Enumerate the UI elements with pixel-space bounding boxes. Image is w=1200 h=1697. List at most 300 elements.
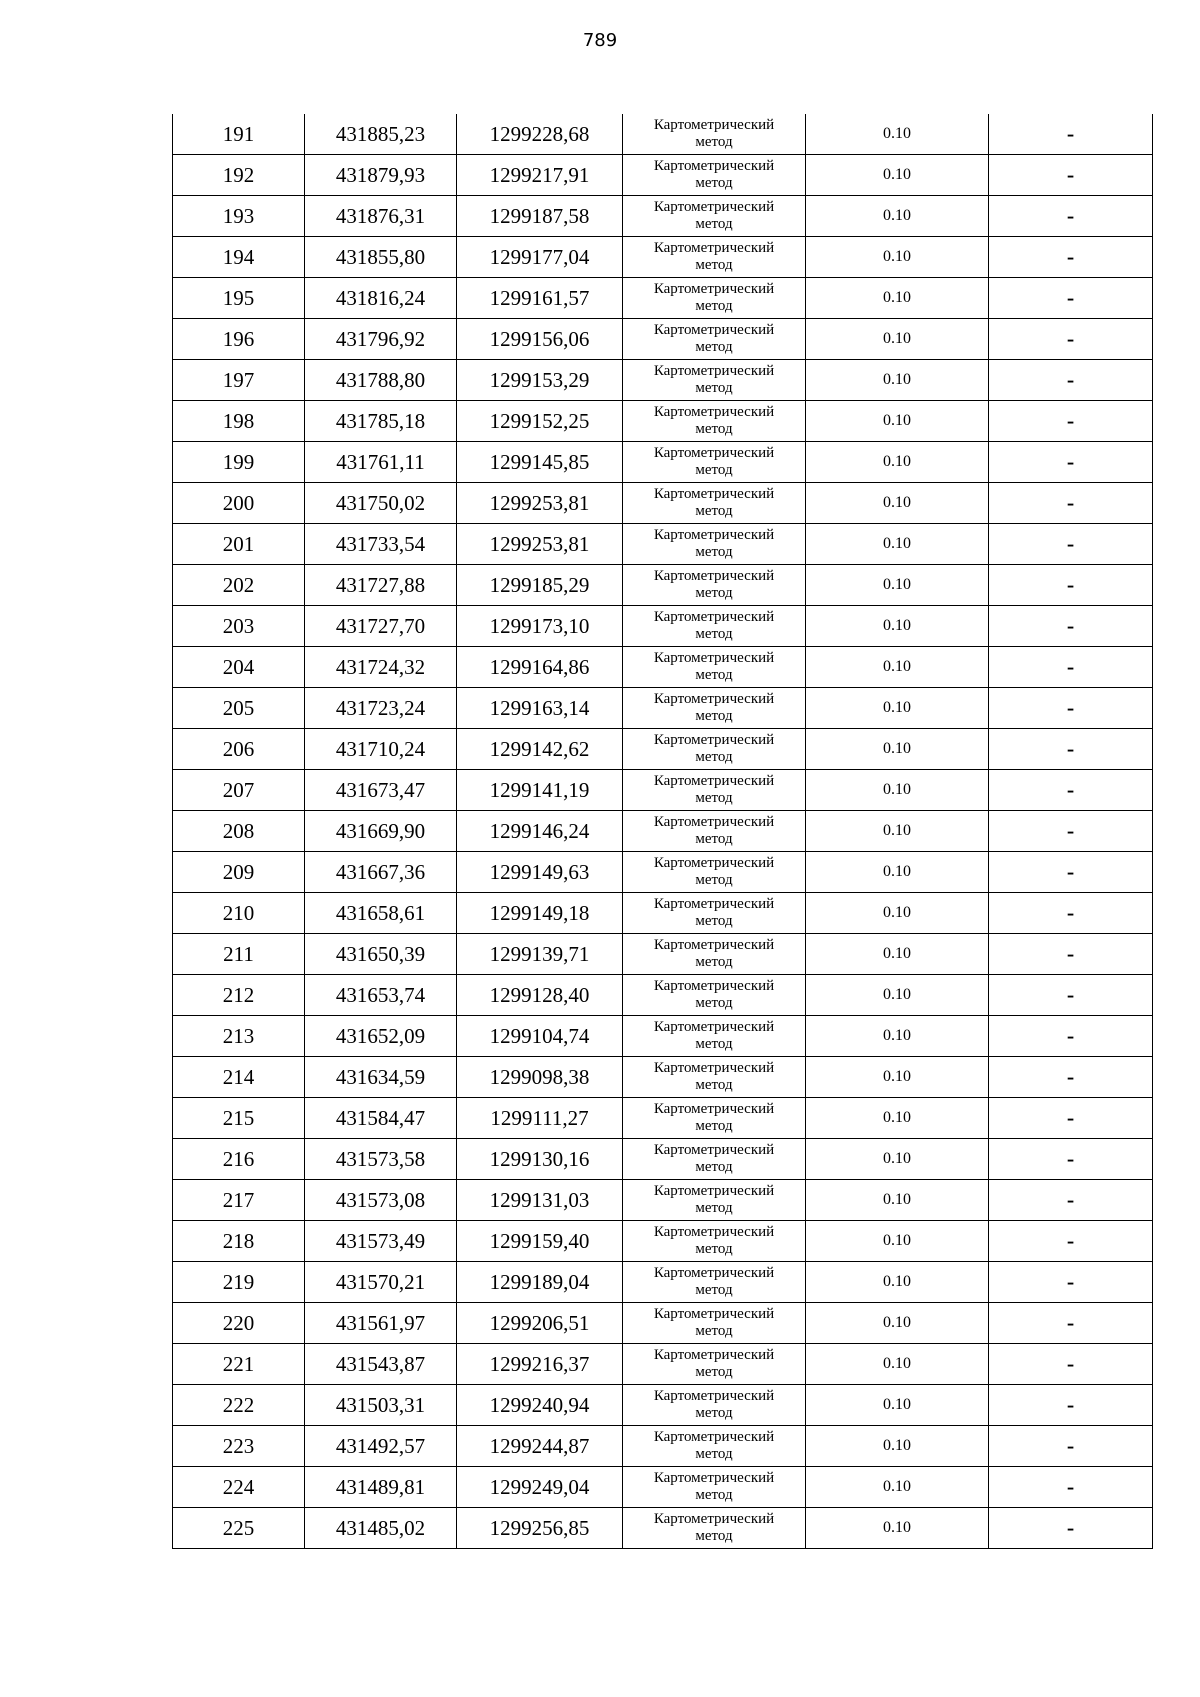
point-number-cell: 192 <box>173 155 305 196</box>
point-number-cell: 213 <box>173 1016 305 1057</box>
method-cell <box>623 1180 806 1221</box>
table-row <box>173 606 1153 647</box>
method-line-1: Картометрический <box>653 691 775 707</box>
method-cell <box>623 1057 806 1098</box>
y-coordinate-cell: 1299141,19 <box>457 770 623 811</box>
method-line-2: метод <box>695 1405 733 1421</box>
y-coordinate-cell: 1299104,74 <box>457 1016 623 1057</box>
method-line-2: метод <box>695 831 733 847</box>
point-number-cell: 194 <box>173 237 305 278</box>
method-line-1: Картометрический <box>653 404 775 420</box>
table-row <box>173 114 1153 155</box>
accuracy-cell: 0.10 <box>806 237 989 278</box>
x-coordinate-cell: 431761,11 <box>305 442 457 483</box>
accuracy-cell: 0.10 <box>806 114 989 155</box>
note-cell: - <box>989 1344 1153 1385</box>
y-coordinate-cell: 1299240,94 <box>457 1385 623 1426</box>
method-line-2: метод <box>695 954 733 970</box>
accuracy-cell: 0.10 <box>806 442 989 483</box>
x-coordinate-cell: 431855,80 <box>305 237 457 278</box>
y-coordinate-cell: 1299206,51 <box>457 1303 623 1344</box>
accuracy-cell: 0.10 <box>806 811 989 852</box>
point-number-cell: 214 <box>173 1057 305 1098</box>
y-coordinate-cell: 1299189,04 <box>457 1262 623 1303</box>
point-number-cell: 217 <box>173 1180 305 1221</box>
x-coordinate-cell: 431727,88 <box>305 565 457 606</box>
method-cell <box>623 1221 806 1262</box>
method-line-2: метод <box>695 667 733 683</box>
point-number-cell: 220 <box>173 1303 305 1344</box>
point-number-cell: 215 <box>173 1098 305 1139</box>
accuracy-cell: 0.10 <box>806 155 989 196</box>
method-line-1: Картометрический <box>653 937 775 953</box>
method-line-1: Картометрический <box>653 773 775 789</box>
table-row <box>173 1508 1153 1549</box>
note-cell: - <box>989 360 1153 401</box>
accuracy-cell: 0.10 <box>806 606 989 647</box>
table-row <box>173 770 1153 811</box>
table-row <box>173 401 1153 442</box>
accuracy-cell: 0.10 <box>806 319 989 360</box>
x-coordinate-cell: 431658,61 <box>305 893 457 934</box>
method-line-2: метод <box>695 872 733 888</box>
method-cell <box>623 1467 806 1508</box>
method-line-2: метод <box>695 1036 733 1052</box>
point-number-cell: 222 <box>173 1385 305 1426</box>
point-number-cell: 208 <box>173 811 305 852</box>
y-coordinate-cell: 1299159,40 <box>457 1221 623 1262</box>
y-coordinate-cell: 1299185,29 <box>457 565 623 606</box>
method-line-1: Картометрический <box>653 855 775 871</box>
x-coordinate-cell: 431652,09 <box>305 1016 457 1057</box>
x-coordinate-cell: 431669,90 <box>305 811 457 852</box>
table-row <box>173 1139 1153 1180</box>
method-cell <box>623 237 806 278</box>
y-coordinate-cell: 1299139,71 <box>457 934 623 975</box>
method-line-2: метод <box>695 1323 733 1339</box>
point-number-cell: 218 <box>173 1221 305 1262</box>
x-coordinate-cell: 431816,24 <box>305 278 457 319</box>
table-row <box>173 1344 1153 1385</box>
method-cell <box>623 1016 806 1057</box>
method-cell <box>623 196 806 237</box>
accuracy-cell: 0.10 <box>806 729 989 770</box>
y-coordinate-cell: 1299217,91 <box>457 155 623 196</box>
method-line-1: Картометрический <box>653 609 775 625</box>
y-coordinate-cell: 1299142,62 <box>457 729 623 770</box>
method-line-2: метод <box>695 380 733 396</box>
method-line-1: Картометрический <box>653 1224 775 1240</box>
x-coordinate-cell: 431485,02 <box>305 1508 457 1549</box>
method-line-2: метод <box>695 626 733 642</box>
x-coordinate-cell: 431733,54 <box>305 524 457 565</box>
note-cell: - <box>989 1303 1153 1344</box>
table-row <box>173 483 1153 524</box>
point-number-cell: 193 <box>173 196 305 237</box>
note-cell: - <box>989 1385 1153 1426</box>
note-cell: - <box>989 852 1153 893</box>
method-line-1: Картометрический <box>653 1388 775 1404</box>
note-cell: - <box>989 1098 1153 1139</box>
y-coordinate-cell: 1299256,85 <box>457 1508 623 1549</box>
table-row <box>173 688 1153 729</box>
accuracy-cell: 0.10 <box>806 688 989 729</box>
y-coordinate-cell: 1299161,57 <box>457 278 623 319</box>
method-line-1: Картометрический <box>653 240 775 256</box>
accuracy-cell: 0.10 <box>806 1385 989 1426</box>
method-line-1: Картометрический <box>653 896 775 912</box>
method-line-2: метод <box>695 462 733 478</box>
point-number-cell: 197 <box>173 360 305 401</box>
method-line-2: метод <box>695 339 733 355</box>
y-coordinate-cell: 1299128,40 <box>457 975 623 1016</box>
y-coordinate-cell: 1299098,38 <box>457 1057 623 1098</box>
method-cell <box>623 975 806 1016</box>
method-line-2: метод <box>695 544 733 560</box>
y-coordinate-cell: 1299164,86 <box>457 647 623 688</box>
table-row <box>173 524 1153 565</box>
table-row <box>173 1385 1153 1426</box>
table-row <box>173 1262 1153 1303</box>
y-coordinate-cell: 1299146,24 <box>457 811 623 852</box>
method-cell <box>623 647 806 688</box>
point-number-cell: 205 <box>173 688 305 729</box>
method-line-1: Картометрический <box>653 527 775 543</box>
accuracy-cell: 0.10 <box>806 852 989 893</box>
accuracy-cell: 0.10 <box>806 1016 989 1057</box>
point-number-cell: 223 <box>173 1426 305 1467</box>
point-number-cell: 204 <box>173 647 305 688</box>
note-cell: - <box>989 483 1153 524</box>
table-row <box>173 1057 1153 1098</box>
method-line-2: метод <box>695 1241 733 1257</box>
x-coordinate-cell: 431667,36 <box>305 852 457 893</box>
note-cell: - <box>989 606 1153 647</box>
method-cell <box>623 934 806 975</box>
note-cell: - <box>989 1016 1153 1057</box>
x-coordinate-cell: 431503,31 <box>305 1385 457 1426</box>
table-row <box>173 852 1153 893</box>
method-line-1: Картометрический <box>653 732 775 748</box>
method-cell <box>623 729 806 770</box>
y-coordinate-cell: 1299153,29 <box>457 360 623 401</box>
method-line-1: Картометрический <box>653 445 775 461</box>
method-line-1: Картометрический <box>653 117 775 133</box>
method-line-1: Картометрический <box>653 1347 775 1363</box>
note-cell: - <box>989 278 1153 319</box>
x-coordinate-cell: 431727,70 <box>305 606 457 647</box>
y-coordinate-cell: 1299131,03 <box>457 1180 623 1221</box>
method-cell <box>623 770 806 811</box>
method-line-2: метод <box>695 585 733 601</box>
x-coordinate-cell: 431573,58 <box>305 1139 457 1180</box>
accuracy-cell: 0.10 <box>806 1057 989 1098</box>
x-coordinate-cell: 431710,24 <box>305 729 457 770</box>
method-cell <box>623 483 806 524</box>
note-cell: - <box>989 647 1153 688</box>
method-line-1: Картометрический <box>653 363 775 379</box>
note-cell: - <box>989 319 1153 360</box>
x-coordinate-cell: 431492,57 <box>305 1426 457 1467</box>
note-cell: - <box>989 893 1153 934</box>
method-line-2: метод <box>695 421 733 437</box>
x-coordinate-cell: 431673,47 <box>305 770 457 811</box>
accuracy-cell: 0.10 <box>806 524 989 565</box>
method-cell <box>623 155 806 196</box>
table-row <box>173 1098 1153 1139</box>
y-coordinate-cell: 1299163,14 <box>457 688 623 729</box>
method-line-1: Картометрический <box>653 1306 775 1322</box>
y-coordinate-cell: 1299249,04 <box>457 1467 623 1508</box>
note-cell: - <box>989 524 1153 565</box>
method-line-1: Картометрический <box>653 978 775 994</box>
table-row <box>173 1221 1153 1262</box>
accuracy-cell: 0.10 <box>806 196 989 237</box>
method-line-2: метод <box>695 790 733 806</box>
method-line-2: метод <box>695 134 733 150</box>
note-cell: - <box>989 729 1153 770</box>
method-line-2: метод <box>695 1487 733 1503</box>
point-number-cell: 203 <box>173 606 305 647</box>
y-coordinate-cell: 1299156,06 <box>457 319 623 360</box>
method-cell <box>623 1426 806 1467</box>
table-row <box>173 442 1153 483</box>
y-coordinate-cell: 1299111,27 <box>457 1098 623 1139</box>
method-cell <box>623 1303 806 1344</box>
method-line-2: метод <box>695 1282 733 1298</box>
note-cell: - <box>989 442 1153 483</box>
y-coordinate-cell: 1299149,63 <box>457 852 623 893</box>
x-coordinate-cell: 431543,87 <box>305 1344 457 1385</box>
point-number-cell: 195 <box>173 278 305 319</box>
accuracy-cell: 0.10 <box>806 1467 989 1508</box>
table-row <box>173 1016 1153 1057</box>
x-coordinate-cell: 431653,74 <box>305 975 457 1016</box>
note-cell: - <box>989 1426 1153 1467</box>
method-line-2: метод <box>695 1364 733 1380</box>
method-line-2: метод <box>695 257 733 273</box>
method-line-1: Картометрический <box>653 281 775 297</box>
accuracy-cell: 0.10 <box>806 1139 989 1180</box>
y-coordinate-cell: 1299187,58 <box>457 196 623 237</box>
method-line-2: метод <box>695 708 733 724</box>
y-coordinate-cell: 1299130,16 <box>457 1139 623 1180</box>
point-number-cell: 198 <box>173 401 305 442</box>
method-line-2: метод <box>695 995 733 1011</box>
note-cell: - <box>989 1221 1153 1262</box>
table-row <box>173 565 1153 606</box>
x-coordinate-cell: 431584,47 <box>305 1098 457 1139</box>
accuracy-cell: 0.10 <box>806 975 989 1016</box>
method-line-2: метод <box>695 298 733 314</box>
table-row <box>173 1303 1153 1344</box>
method-cell <box>623 688 806 729</box>
table-row <box>173 155 1153 196</box>
x-coordinate-cell: 431573,08 <box>305 1180 457 1221</box>
accuracy-cell: 0.10 <box>806 1221 989 1262</box>
method-cell <box>623 401 806 442</box>
table-row <box>173 647 1153 688</box>
method-line-1: Картометрический <box>653 650 775 666</box>
method-line-1: Картометрический <box>653 1060 775 1076</box>
method-cell <box>623 319 806 360</box>
method-line-1: Картометрический <box>653 322 775 338</box>
method-line-1: Картометрический <box>653 1470 775 1486</box>
point-number-cell: 200 <box>173 483 305 524</box>
x-coordinate-cell: 431785,18 <box>305 401 457 442</box>
accuracy-cell: 0.10 <box>806 934 989 975</box>
table-row <box>173 1180 1153 1221</box>
table-row <box>173 319 1153 360</box>
y-coordinate-cell: 1299253,81 <box>457 483 623 524</box>
method-line-1: Картометрический <box>653 158 775 174</box>
note-cell: - <box>989 237 1153 278</box>
point-number-cell: 199 <box>173 442 305 483</box>
y-coordinate-cell: 1299216,37 <box>457 1344 623 1385</box>
accuracy-cell: 0.10 <box>806 647 989 688</box>
point-number-cell: 196 <box>173 319 305 360</box>
method-line-2: метод <box>695 1446 733 1462</box>
y-coordinate-cell: 1299149,18 <box>457 893 623 934</box>
method-line-1: Картометрический <box>653 486 775 502</box>
method-line-2: метод <box>695 175 733 191</box>
method-line-1: Картометрический <box>653 814 775 830</box>
table-row <box>173 934 1153 975</box>
point-number-cell: 211 <box>173 934 305 975</box>
table-row <box>173 975 1153 1016</box>
y-coordinate-cell: 1299244,87 <box>457 1426 623 1467</box>
note-cell: - <box>989 975 1153 1016</box>
x-coordinate-cell: 431885,23 <box>305 114 457 155</box>
accuracy-cell: 0.10 <box>806 401 989 442</box>
method-cell <box>623 360 806 401</box>
point-number-cell: 219 <box>173 1262 305 1303</box>
note-cell: - <box>989 565 1153 606</box>
table-row <box>173 278 1153 319</box>
accuracy-cell: 0.10 <box>806 1344 989 1385</box>
y-coordinate-cell: 1299152,25 <box>457 401 623 442</box>
point-number-cell: 216 <box>173 1139 305 1180</box>
note-cell: - <box>989 196 1153 237</box>
method-cell <box>623 1385 806 1426</box>
note-cell: - <box>989 688 1153 729</box>
method-cell <box>623 606 806 647</box>
y-coordinate-cell: 1299173,10 <box>457 606 623 647</box>
note-cell: - <box>989 401 1153 442</box>
method-cell <box>623 524 806 565</box>
point-number-cell: 225 <box>173 1508 305 1549</box>
accuracy-cell: 0.10 <box>806 483 989 524</box>
point-number-cell: 206 <box>173 729 305 770</box>
method-cell <box>623 565 806 606</box>
method-line-1: Картометрический <box>653 1511 775 1527</box>
coordinates-table-body <box>173 114 1153 1549</box>
table-row <box>173 811 1153 852</box>
method-line-2: метод <box>695 503 733 519</box>
table-row <box>173 1426 1153 1467</box>
method-line-2: метод <box>695 216 733 232</box>
y-coordinate-cell: 1299177,04 <box>457 237 623 278</box>
x-coordinate-cell: 431634,59 <box>305 1057 457 1098</box>
note-cell: - <box>989 1057 1153 1098</box>
note-cell: - <box>989 1180 1153 1221</box>
note-cell: - <box>989 770 1153 811</box>
method-line-2: метод <box>695 1528 733 1544</box>
method-cell <box>623 852 806 893</box>
method-line-2: метод <box>695 913 733 929</box>
method-line-1: Картометрический <box>653 1142 775 1158</box>
method-line-1: Картометрический <box>653 1265 775 1281</box>
accuracy-cell: 0.10 <box>806 1508 989 1549</box>
table-row <box>173 729 1153 770</box>
accuracy-cell: 0.10 <box>806 360 989 401</box>
method-cell <box>623 1098 806 1139</box>
method-line-1: Картометрический <box>653 1101 775 1117</box>
method-line-1: Картометрический <box>653 1429 775 1445</box>
x-coordinate-cell: 431489,81 <box>305 1467 457 1508</box>
note-cell: - <box>989 1467 1153 1508</box>
point-number-cell: 224 <box>173 1467 305 1508</box>
note-cell: - <box>989 811 1153 852</box>
method-line-2: метод <box>695 1118 733 1134</box>
method-cell <box>623 1139 806 1180</box>
page-number: 789 <box>582 30 618 51</box>
accuracy-cell: 0.10 <box>806 1303 989 1344</box>
method-cell <box>623 811 806 852</box>
note-cell: - <box>989 1262 1153 1303</box>
method-line-2: метод <box>695 1077 733 1093</box>
table-row <box>173 1467 1153 1508</box>
accuracy-cell: 0.10 <box>806 1098 989 1139</box>
method-line-2: метод <box>695 749 733 765</box>
x-coordinate-cell: 431561,97 <box>305 1303 457 1344</box>
note-cell: - <box>989 114 1153 155</box>
table-row <box>173 237 1153 278</box>
point-number-cell: 191 <box>173 114 305 155</box>
table-row <box>173 360 1153 401</box>
y-coordinate-cell: 1299145,85 <box>457 442 623 483</box>
point-number-cell: 209 <box>173 852 305 893</box>
y-coordinate-cell: 1299253,81 <box>457 524 623 565</box>
x-coordinate-cell: 431724,32 <box>305 647 457 688</box>
x-coordinate-cell: 431788,80 <box>305 360 457 401</box>
point-number-cell: 201 <box>173 524 305 565</box>
method-line-2: метод <box>695 1159 733 1175</box>
table-row <box>173 893 1153 934</box>
coordinates-table <box>172 114 1153 1549</box>
method-line-2: метод <box>695 1200 733 1216</box>
accuracy-cell: 0.10 <box>806 1426 989 1467</box>
point-number-cell: 202 <box>173 565 305 606</box>
method-line-1: Картометрический <box>653 1183 775 1199</box>
method-line-1: Картометрический <box>653 199 775 215</box>
method-cell <box>623 893 806 934</box>
accuracy-cell: 0.10 <box>806 565 989 606</box>
x-coordinate-cell: 431879,93 <box>305 155 457 196</box>
point-number-cell: 210 <box>173 893 305 934</box>
note-cell: - <box>989 1508 1153 1549</box>
note-cell: - <box>989 1139 1153 1180</box>
method-cell <box>623 278 806 319</box>
accuracy-cell: 0.10 <box>806 278 989 319</box>
x-coordinate-cell: 431570,21 <box>305 1262 457 1303</box>
method-cell <box>623 1508 806 1549</box>
y-coordinate-cell: 1299228,68 <box>457 114 623 155</box>
x-coordinate-cell: 431796,92 <box>305 319 457 360</box>
accuracy-cell: 0.10 <box>806 770 989 811</box>
x-coordinate-cell: 431750,02 <box>305 483 457 524</box>
x-coordinate-cell: 431650,39 <box>305 934 457 975</box>
